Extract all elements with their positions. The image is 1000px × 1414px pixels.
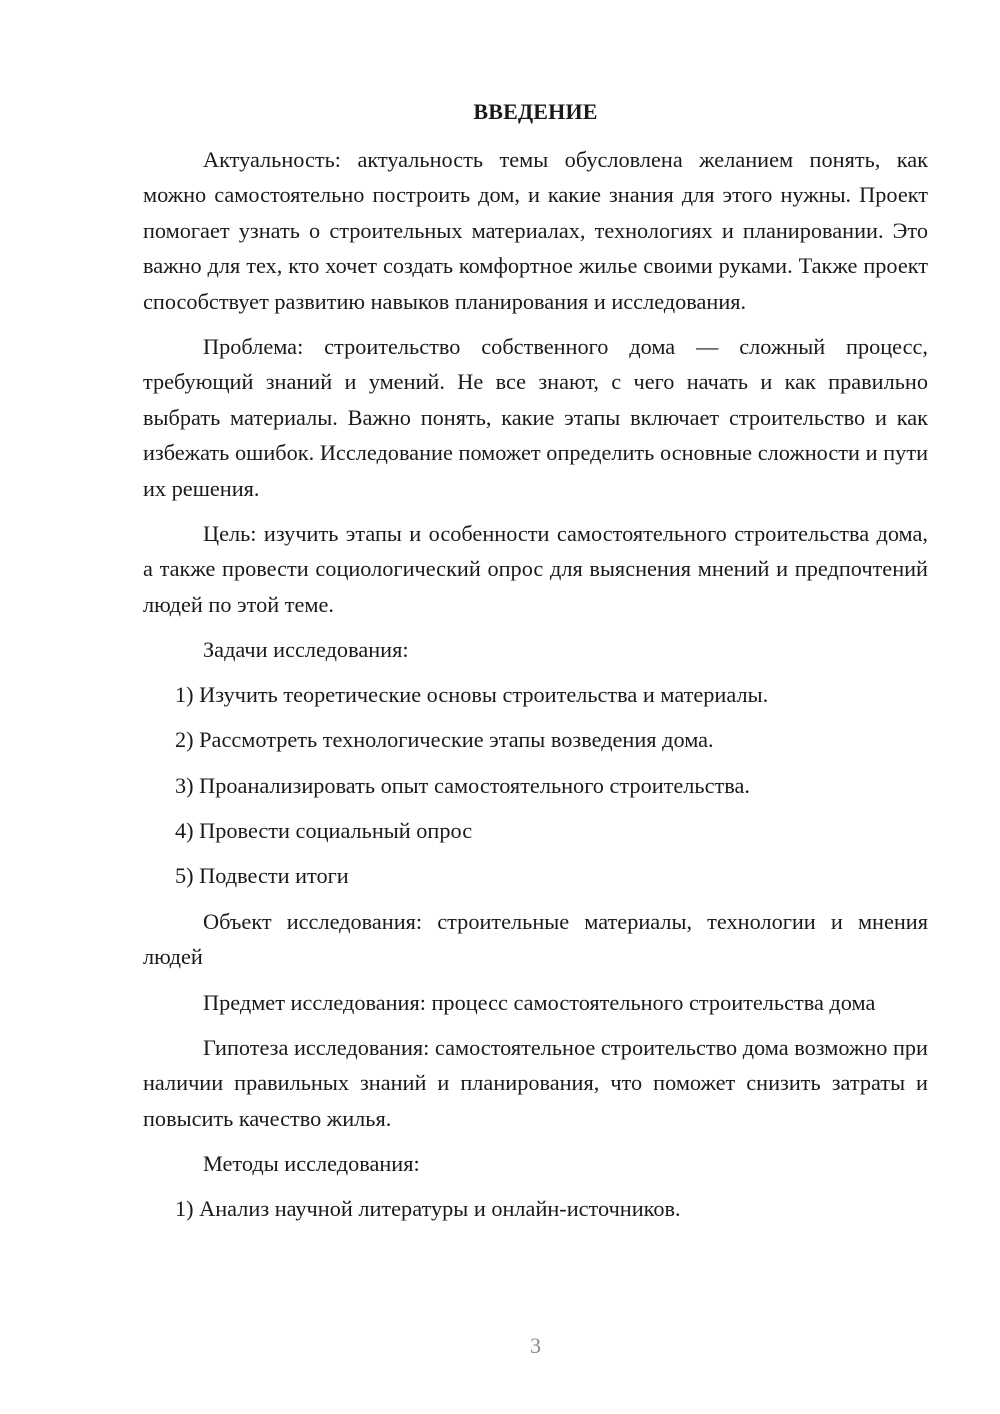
goal-paragraph: Цель: изучить этапы и особенности самостоятельного строительства дома, а также провести социологический опрос для выяснения мнений и предпочтений людей по этой теме. (143, 521, 928, 617)
task-item-5: 5) Подвести итоги (175, 863, 349, 889)
object-paragraph: Объект исследования: строительные материалы, технологии и мнения людей (143, 908, 928, 970)
page-number: 3 (530, 1333, 541, 1358)
document-body (143, 142, 928, 1236)
methods-heading: Методы исследования: (203, 1151, 420, 1177)
page-title: ВВЕДЕНИЕ (473, 99, 598, 124)
task-item-1: 1) Изучить теоретические основы строительства и материалы. (175, 681, 769, 707)
problem-paragraph: Проблема: строительство собственного дома — сложный процесс, требующий знаний и умений. Не все знают, с чего начать и как правильно выбрать материалы. Важно понять, какие этапы включает строительство и как избежать ошибок. Исследование поможет определить основные сложности и пути их решения. (143, 334, 928, 501)
task-item-3: 3) Проанализировать опыт самостоятельного строительства. (175, 772, 750, 798)
task-item-2: 2) Рассмотреть технологические этапы возведения дома. (175, 727, 714, 753)
hypothesis-paragraph: Гипотеза исследования: самостоятельное строительство дома возможно при наличии правильных знаний и планирования, что поможет снизить затраты и повысить качество жилья. (143, 1034, 928, 1131)
task-item-4: 4) Провести социальный опрос (175, 817, 473, 843)
tasks-heading: Задачи исследования: (203, 637, 409, 663)
method-item-1: 1) Анализ научной литературы и онлайн-источников. (175, 1195, 681, 1221)
subject-paragraph: Предмет исследования: процесс самостоятельного строительства дома (203, 989, 876, 1015)
relevance-paragraph: Актуальность: актуальность темы обусловлена желанием понять, как можно самостоятельно построить дом, и какие знания для этого нужны. Проект помогает узнать о строительных материалах, технологиях и планировании. Это важно для тех, кто хочет создать комфортное жилье своими руками. Также проект способствует развитию навыков планирования и исследования. (143, 147, 928, 314)
document-page (143, 0, 928, 1414)
